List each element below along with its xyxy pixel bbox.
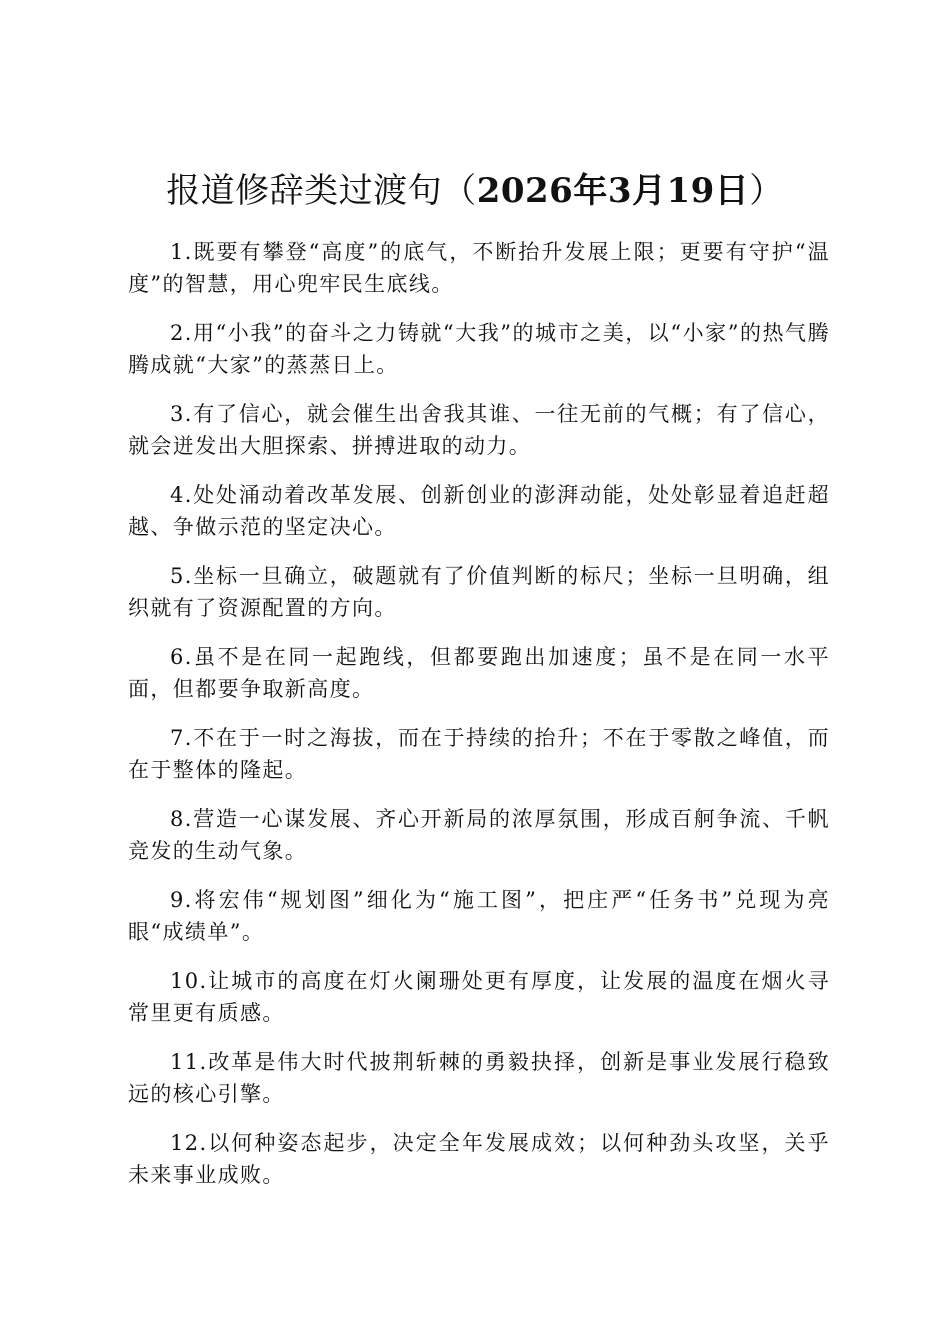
sentence-item-6: 6.虽不是在同一起跑线，但都要跑出加速度；虽不是在同一水平面，但都要争取新高度。 [128, 645, 830, 701]
title-suffix: ） [749, 171, 784, 211]
sentence-item-7: 7.不在于一时之海拔，而在于持续的抬升；不在于零散之峰值，而在于整体的隆起。 [128, 726, 830, 782]
sentence-item-1: 1.既要有攀登“高度”的底气，不断抬升发展上限；更要有守护“温度”的智慧，用心兜牢民生底线。 [128, 240, 830, 296]
sentence-item-11: 11.改革是伟大时代披荆斩棘的勇毅抉择，创新是事业发展行稳致远的核心引擎。 [128, 1050, 830, 1106]
sentence-item-3: 3.有了信心，就会催生出舍我其谁、一往无前的气概；有了信心，就会迸发出大胆探索、拼搏进取的动力。 [128, 402, 830, 458]
sentence-item-4: 4.处处涌动着改革发展、创新创业的澎湃动能，处处彰显着追赶超越、争做示范的坚定决心。 [128, 483, 830, 539]
sentence-item-5: 5.坐标一旦确立，破题就有了价值判断的标尺；坐标一旦明确，组织就有了资源配置的方向。 [128, 564, 830, 620]
sentence-item-8: 8.营造一心谋发展、齐心开新局的浓厚氛围，形成百舸争流、千帆竞发的生动气象。 [128, 807, 830, 863]
title-date: 2026年3月19日 [476, 171, 750, 211]
sentence-item-12: 12.以何种姿态起步，决定全年发展成效；以何种劲头攻坚，关乎未来事业成败。 [128, 1131, 830, 1187]
sentence-item-2: 2.用“小我”的奋斗之力铸就“大我”的城市之美，以“小家”的热气腾腾成就“大家”的蒸蒸日上。 [128, 321, 830, 377]
document-title [0, 168, 950, 214]
sentence-item-10: 10.让城市的高度在灯火阑珊处更有厚度，让发展的温度在烟火寻常里更有质感。 [128, 969, 830, 1025]
sentence-item-9: 9.将宏伟“规划图”细化为“施工图”，把庄严“任务书”兑现为亮眼“成绩单”。 [128, 888, 830, 944]
title-prefix: 报道修辞类过渡句（ [166, 171, 477, 211]
sentence-list [128, 236, 830, 1208]
